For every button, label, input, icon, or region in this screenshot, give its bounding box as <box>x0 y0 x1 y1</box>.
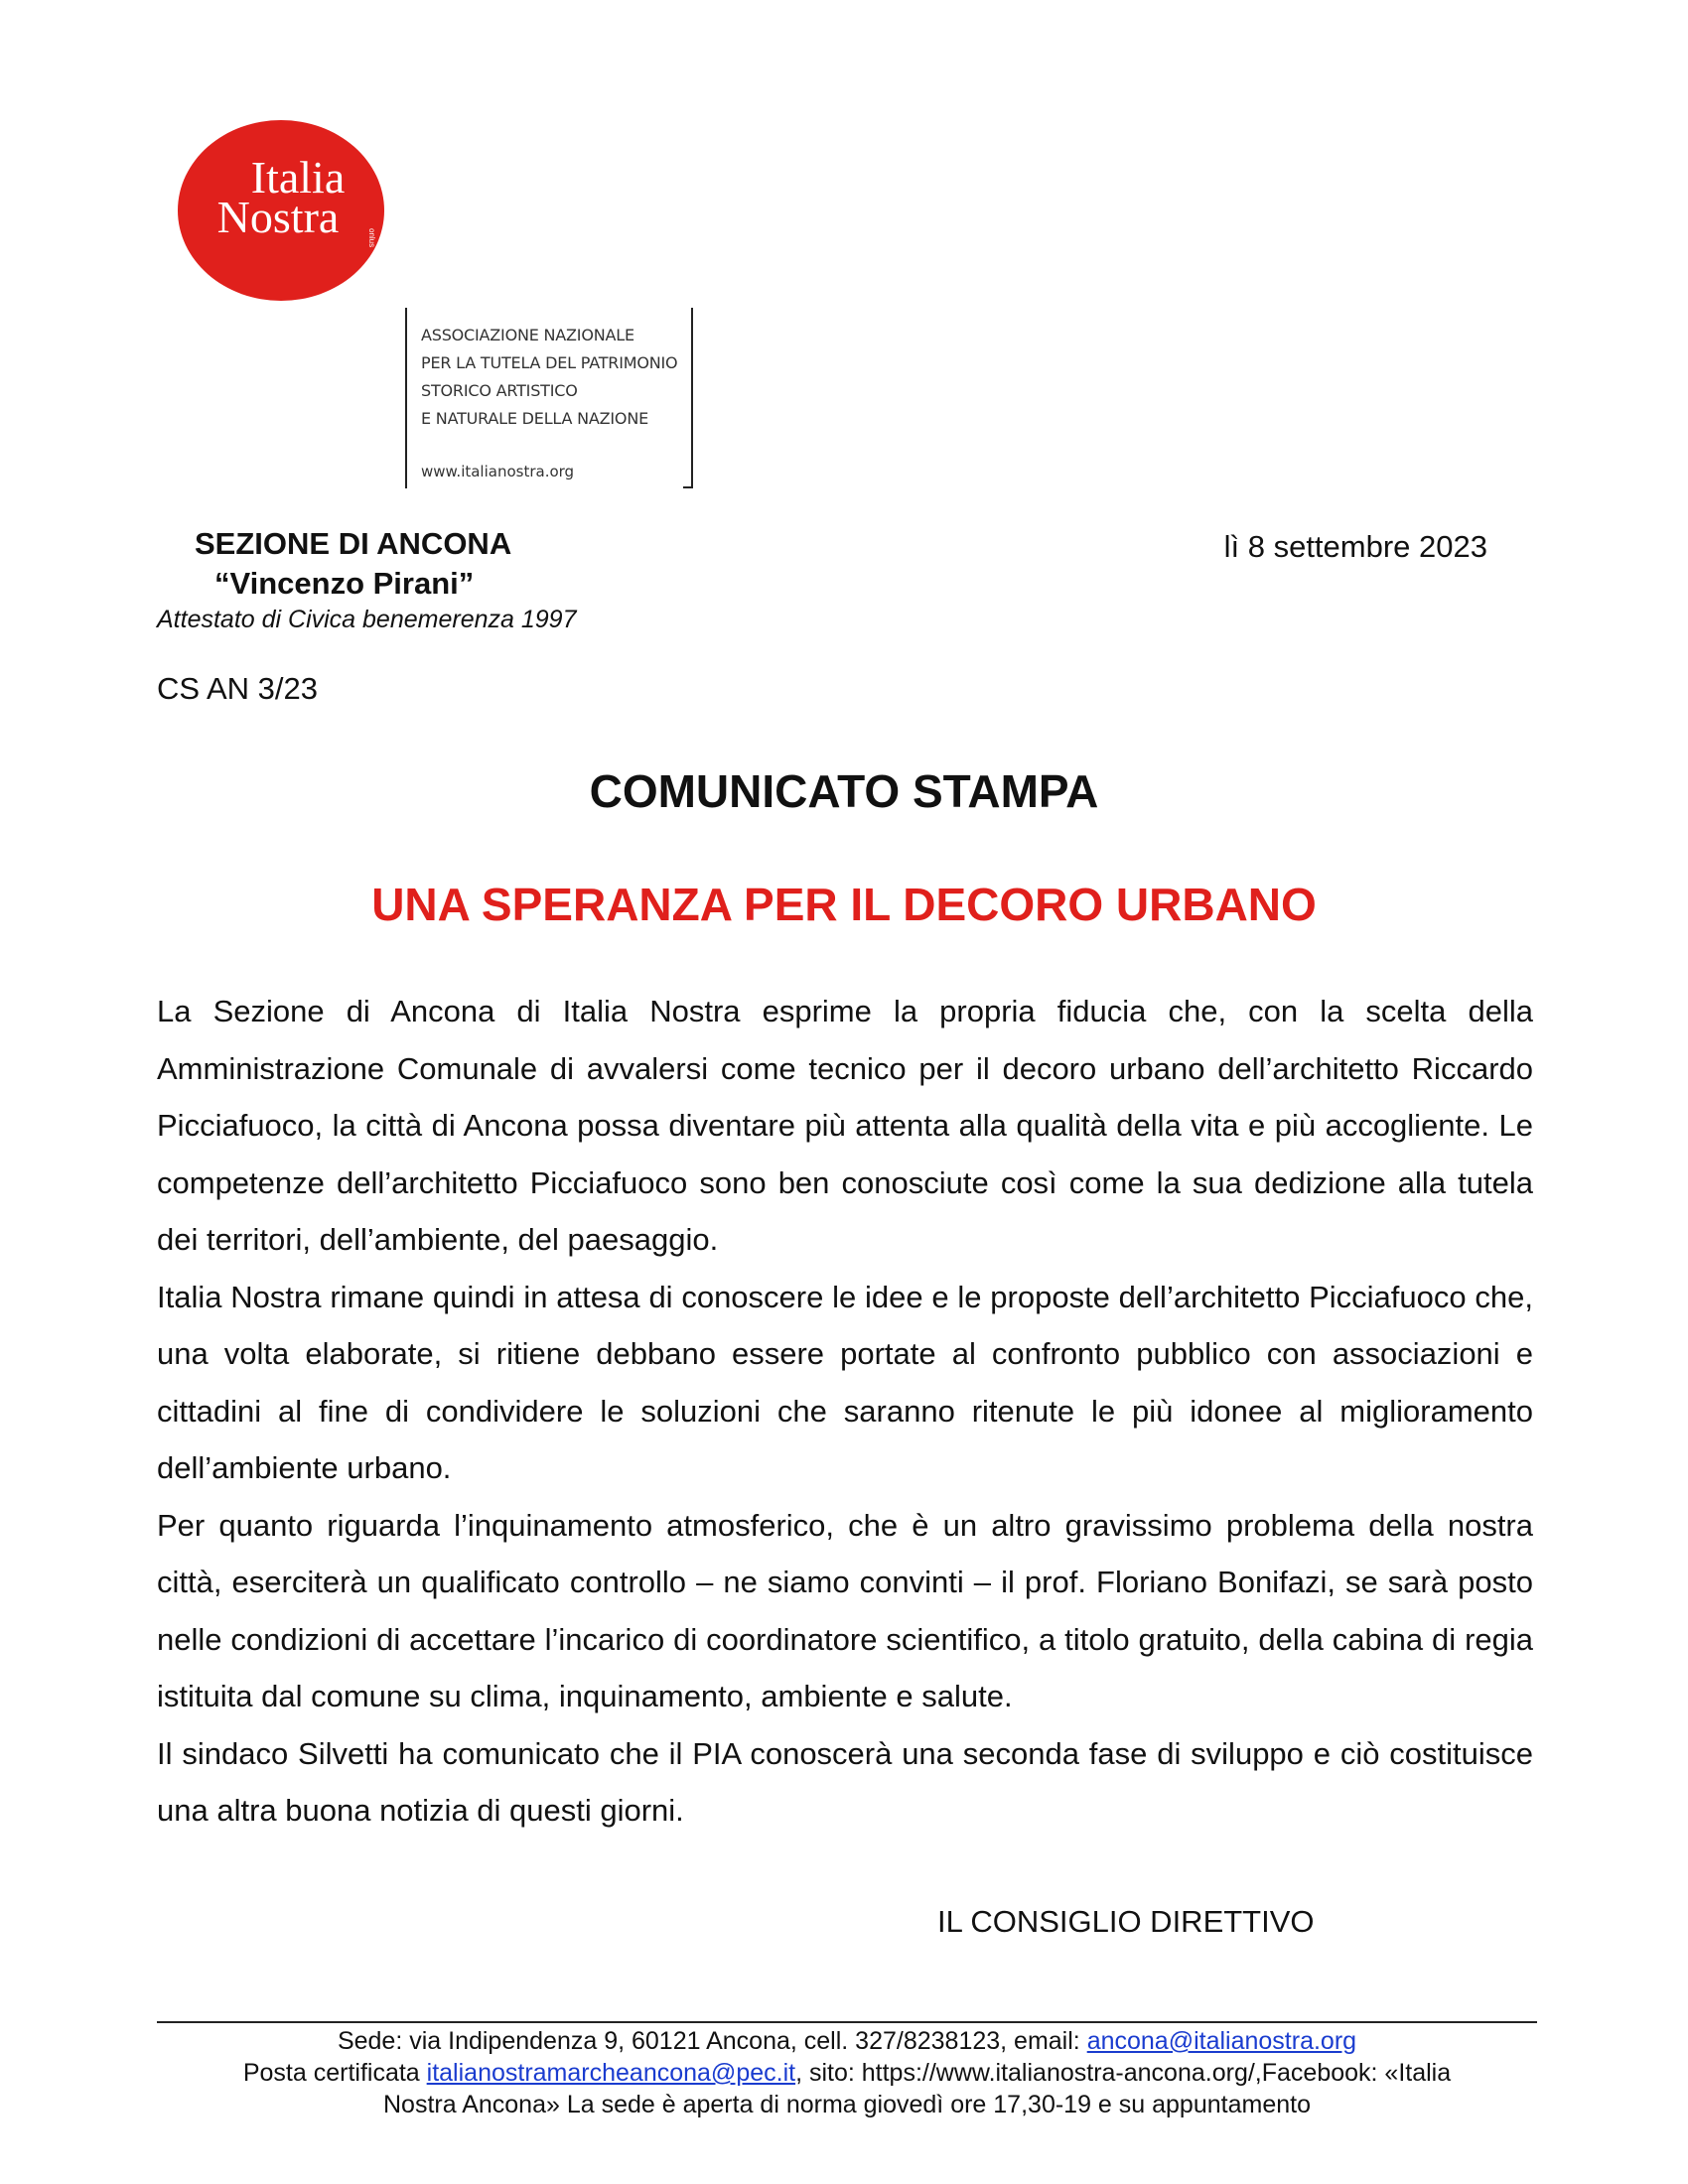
headline: COMUNICATO STAMPA <box>589 765 1099 817</box>
body-paragraph: Il sindaco Silvetti ha comunicato che il PIA conoscerà una seconda fase di sviluppo e ciò costituisce una altra buona notizia di questi giorni. <box>157 1735 1533 1828</box>
footer <box>157 2025 1537 2120</box>
footer-pec-label: Posta certificata <box>242 2059 427 2087</box>
italia-nostra-logo <box>175 117 387 304</box>
logo-text-nostra: Nostra <box>216 192 340 242</box>
association-box <box>405 308 693 488</box>
association-line: STORICO ARTISTICO <box>421 381 578 400</box>
body-paragraph: La Sezione di Ancona di Italia Nostra esprime la propria fiducia che, con la scelta della Amministrazione Comunale di avvalersi come tecnico per il decoro urbano dell’architetto Riccardo Picciafuoco, la città di Ancona possa diventare più attenta alla qualità della vita e più accogliente. Le competenze dell’architetto Picciafuoco sono ben conosciute così come la sua dedizione alla tutela dei territori, dell’ambiente, del paesaggio. <box>157 994 1533 1257</box>
association-line: PER LA TUTELA DEL PATRIMONIO <box>421 353 678 372</box>
footer-address: Sede: via Indipendenza 9, 60121 Ancona, cell. 327/8238123, email: <box>337 2027 1087 2055</box>
footer-email-link[interactable]: ancona@italianostra.org <box>1086 2027 1357 2055</box>
subheadline: UNA SPERANZA PER IL DECORO URBANO <box>371 879 1317 930</box>
association-line: E NATURALE DELLA NAZIONE <box>421 409 648 428</box>
document-reference: CS AN 3/23 <box>157 671 318 706</box>
association-line: ASSOCIAZIONE NAZIONALE <box>421 326 634 344</box>
body-paragraph: Per quanto riguarda l’inquinamento atmosferico, che è un altro gravissimo problema della nostra città, eserciterà un qualificato controllo – ne siamo convinti – il prof. Floriano Bonifazi, se sarà posto nelle condizioni di accettare l’incarico di coordinatore scientifico, a titolo gratuito, della cabina di regia istituita dal comune su clima, inquinamento, ambiente e salute. <box>157 1507 1533 1713</box>
award-note: Attestato di Civica benemerenza 1997 <box>157 606 577 633</box>
footer-site: , sito: https://www.italianostra-ancona.org/,Facebook: «Italia <box>795 2059 1452 2087</box>
signature: IL CONSIGLIO DIRETTIVO <box>937 1904 1315 1939</box>
logo-text-italia: Italia <box>250 152 346 203</box>
footer-line-2 <box>157 2057 1537 2089</box>
association-lines <box>421 322 677 433</box>
footer-line-1 <box>157 2025 1537 2057</box>
section-name: “Vincenzo Pirani” <box>214 566 475 601</box>
footer-pec-link[interactable]: italianostramarcheancona@pec.it <box>426 2059 796 2087</box>
footer-divider <box>157 2021 1537 2023</box>
section-title: SEZIONE DI ANCONA <box>195 526 512 561</box>
footer-line-3: Nostra Ancona» La sede è aperta di norma giovedì ore 17,30-19 e su appuntamento <box>383 2091 1311 2118</box>
association-website[interactable]: www.italianostra.org <box>421 463 575 480</box>
document-date: lì 8 settembre 2023 <box>1223 529 1487 564</box>
press-release-body <box>157 983 1533 1840</box>
logo-text-onlus: onlus <box>367 228 376 248</box>
body-paragraph: Italia Nostra rimane quindi in attesa di conoscere le idee e le proposte dell’architetto Picciafuoco che, una volta elaborate, si ritiene debbano essere portate al confronto pubblico con associazioni e cittadini al fine di condividere le soluzioni che saranno ritenute le più idonee al miglioramento dell’ambiente urbano. <box>157 1279 1533 1485</box>
